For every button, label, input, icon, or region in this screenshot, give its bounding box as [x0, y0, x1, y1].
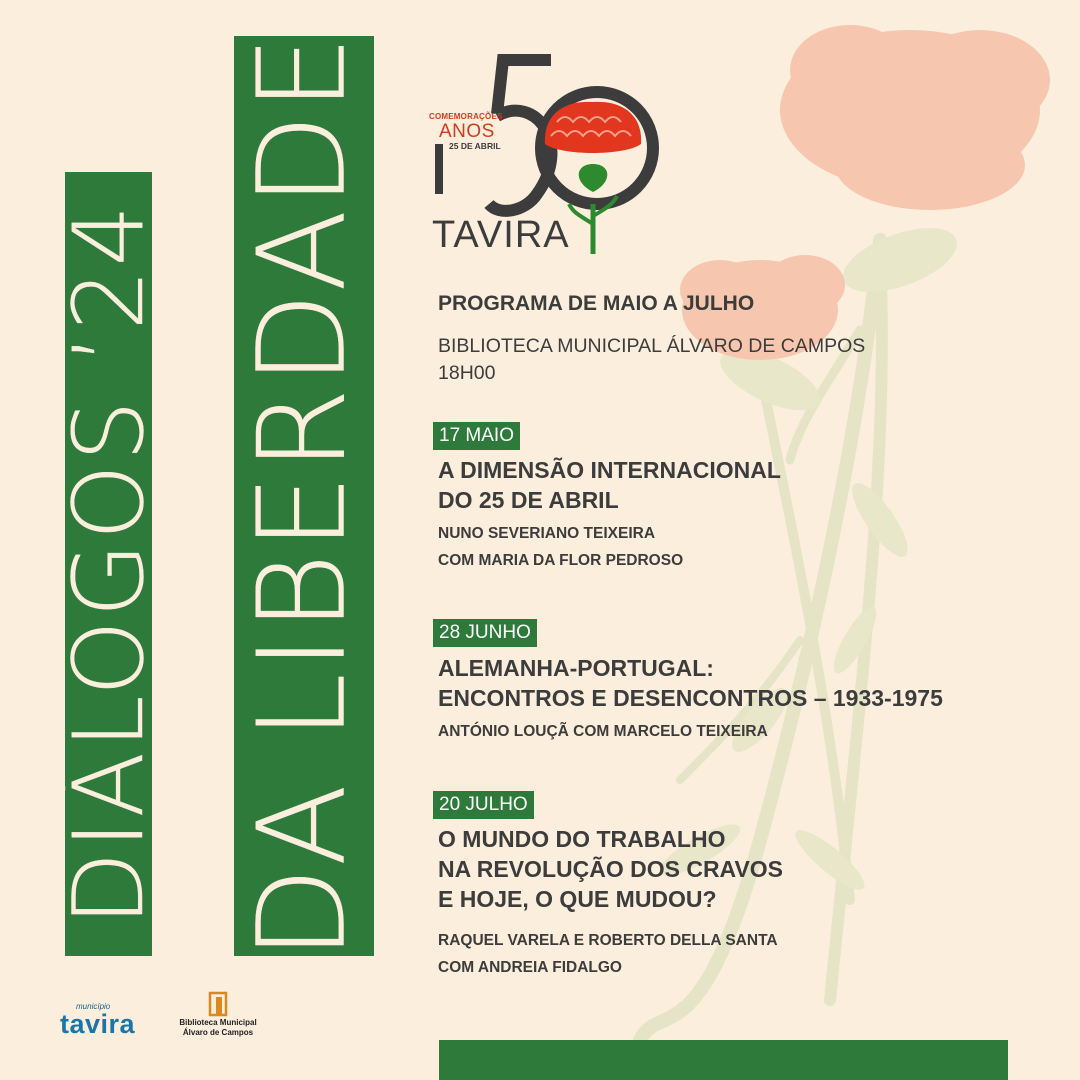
event-speaker-line: RAQUEL VARELA E ROBERTO DELLA SANTA [438, 932, 778, 949]
event-title [438, 653, 943, 713]
event-speaker-line: COM MARIA DA FLOR PEDROSO [438, 552, 684, 569]
event-speaker-line: COM ANDREIA FIDALGO [438, 959, 622, 976]
event-title-line: ALEMANHA-PORTUGAL: [438, 655, 714, 681]
event-speaker-line: ANTÓNIO LOUÇÃ COM MARCELO TEIXEIRA [438, 723, 768, 740]
bottom-green-bar [439, 1040, 1008, 1080]
event-title-line: NA REVOLUÇÃO DOS CRAVOS [438, 856, 784, 882]
logo-comemoracoes: COMEMORAÇÕES [429, 112, 503, 121]
logo-date: 25 DE ABRIL [449, 141, 501, 151]
biblioteca-logo [176, 992, 260, 1038]
logo-50-anos [425, 44, 665, 264]
event-speakers [438, 718, 768, 745]
event-speakers [438, 520, 683, 574]
event-title-line: ENCONTROS E DESENCONTROS – 1933-1975 [438, 685, 943, 711]
door-icon [208, 992, 228, 1016]
event-title-line: DO 25 DE ABRIL [438, 487, 619, 513]
event-title-line: E HOJE, O QUE MUDOU? [438, 886, 717, 912]
event-title [438, 824, 783, 914]
event-title [438, 455, 781, 515]
biblioteca-subname: Álvaro de Campos [182, 1028, 254, 1037]
tavira-wordmark: tavira [60, 1009, 136, 1039]
municipio-tavira-logo [60, 1002, 135, 1037]
event-speaker-line: NUNO SEVERIANO TEIXEIRA [438, 525, 656, 542]
program-heading: PROGRAMA DE MAIO A JULHO [438, 292, 755, 315]
title-dialogos: DIÁLOGOS ’24 [52, 202, 165, 926]
event-date-badge: 20 JULHO [433, 791, 534, 819]
biblioteca-name: Biblioteca Municipal [179, 1018, 257, 1027]
municipio-label: município [76, 1002, 111, 1011]
event-title-line: A DIMENSÃO INTERNACIONAL [438, 457, 781, 483]
title-bar-dialogos [52, 172, 165, 956]
event-speakers [438, 927, 778, 981]
title-da-liberdade: DA LIBERDADE [234, 32, 373, 960]
venue: BIBLIOTECA MUNICIPAL ÁLVARO DE CAMPOS [438, 335, 866, 357]
logo-anos: ANOS [439, 121, 495, 142]
logo-city: TAVIRA [432, 214, 570, 256]
event-date-badge: 28 JUNHO [433, 619, 537, 647]
event-date-badge: 17 MAIO [433, 422, 520, 450]
time: 18H00 [438, 362, 496, 384]
title-bar-liberdade [234, 32, 374, 960]
event-title-line: O MUNDO DO TRABALHO [438, 826, 726, 852]
